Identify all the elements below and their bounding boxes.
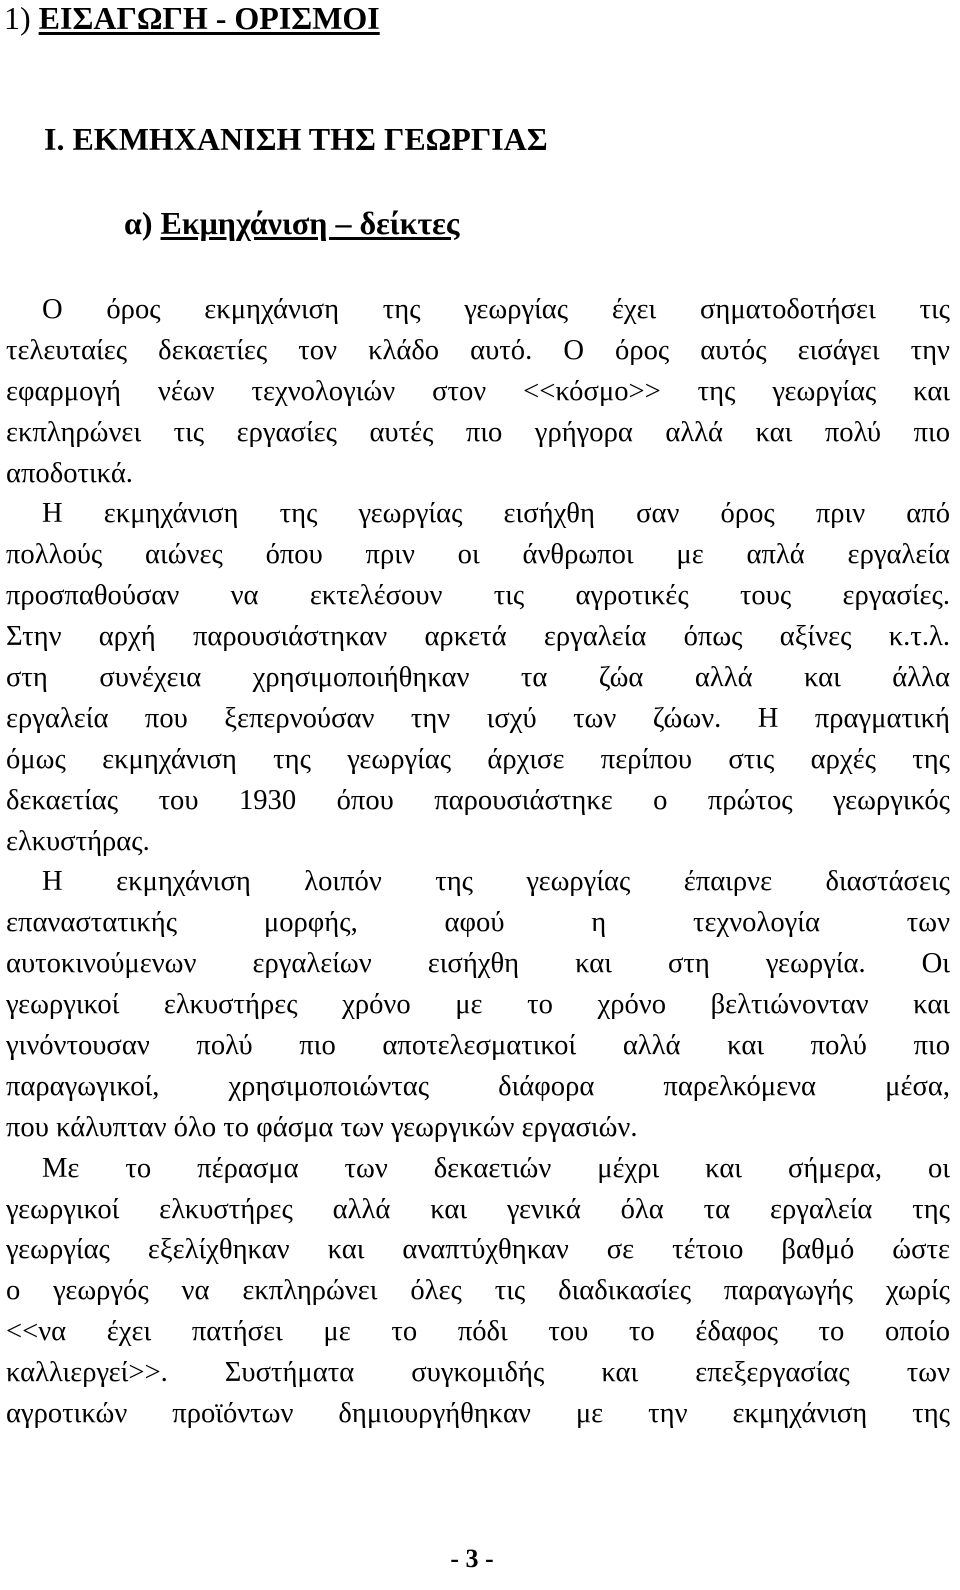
text-line: Η εκμηχάνιση λοιπόν της γεωργίας έπαιρνε διαστάσεις [42, 866, 950, 898]
text-line: δεκαετίας του 1930 όπου παρουσιάστηκε ο πρώτος γεωργικός [6, 784, 950, 816]
text-line: γεωργικοί ελκυστήρες αλλά και γενικά όλα τα εργαλεία της [6, 1193, 950, 1225]
text-line: καλλιεργεί>>. Συστήματα συγκομιδής και επεξεργασίας των [6, 1357, 950, 1389]
text-line: επαναστατικής μορφής, αφού η τεχνολογία των [6, 907, 950, 939]
text-line: γινόντουσαν πολύ πιο αποτελεσματικοί αλλά και πολύ πιο [6, 1030, 950, 1062]
text-line: εκπληρώνει τις εργασίες αυτές πιο γρήγορα αλλά και πολύ πιο [6, 416, 950, 448]
subsection-title: Εκμηχάνιση – δείκτες [160, 205, 460, 241]
section-heading [4, 0, 380, 36]
text-line: γεωργίας εξελίχθηκαν και αναπτύχθηκαν σε τέτοιο βαθμό ώστε [6, 1234, 950, 1266]
text-line: προσπαθούσαν να εκτελέσουν τις αγροτικές τους εργασίες. [6, 580, 950, 612]
text-line: παραγωγικοί, χρησιμοποιώντας διάφορα παρελκόμενα μέσα, [6, 1070, 950, 1102]
text-line: <<να έχει πατήσει με το πόδι του το έδαφος το οποίο [6, 1316, 950, 1348]
subsection-heading [124, 205, 459, 241]
text-line: που κάλυπταν όλο το φάσμα των γεωργικών εργασιών. [6, 1111, 638, 1143]
text-line: Ο όρος εκμηχάνιση της γεωργίας έχει σηματοδοτήσει τις [42, 294, 950, 325]
text-line: Η εκμηχάνιση της γεωργίας εισήχθη σαν όρος πριν από [42, 498, 950, 530]
text-line: αγροτικών προϊόντων δημιουργήθηκαν με την εκμηχάνιση της [6, 1398, 950, 1430]
section-title: ΕΙΣΑΓΩΓΗ - ΟΡΙΣΜΟΙ [38, 0, 380, 36]
page-number: - 3 - [450, 1544, 494, 1573]
text-line: εφαρμογή νέων τεχνολογιών στον <<κόσμο>> της γεωργίας και [6, 375, 950, 407]
text-line: Στην αρχή παρουσιάστηκαν αρκετά εργαλεία όπως αξίνες κ.τ.λ. [6, 621, 950, 653]
text-line: τελευταίες δεκαετίες τον κλάδο αυτό. Ο όρος αυτός εισάγει την [6, 334, 950, 366]
text-line: στη συνέχεια χρησιμοποιήθηκαν τα ζώα αλλά και άλλα [6, 662, 950, 694]
text-line: ο γεωργός να εκπληρώνει όλες τις διαδικασίες παραγωγής χωρίς [6, 1275, 950, 1307]
text-line: πολλούς αιώνες όπου πριν οι άνθρωποι με απλά εργαλεία [6, 539, 950, 571]
text-line: αποδοτικά. [6, 457, 133, 489]
text-line: γεωργικοί ελκυστήρες χρόνο με το χρόνο βελτιώνονταν και [6, 989, 950, 1021]
text-line: αυτοκινούμενων εργαλείων εισήχθη και στη γεωργία. Οι [6, 948, 950, 980]
text-line: εργαλεία που ξεπερνούσαν την ισχύ των ζώων. Η πραγματική [6, 702, 950, 734]
text-line: ελκυστήρας. [6, 825, 150, 857]
subsection-label: α) [124, 205, 153, 241]
section-number: 1) [4, 0, 31, 36]
chapter-heading: Ι. ΕΚΜΗΧΑΝΙΣΗ ΤΗΣ ΓΕΩΡΓΙΑΣ [44, 121, 548, 157]
body-text [6, 290, 950, 1435]
text-line: Με το πέρασμα των δεκαετιών μέχρι και σήμερα, οι [42, 1152, 950, 1184]
text-line: όμως εκμηχάνιση της γεωργίας άρχισε περίπου στις αρχές της [6, 743, 950, 775]
